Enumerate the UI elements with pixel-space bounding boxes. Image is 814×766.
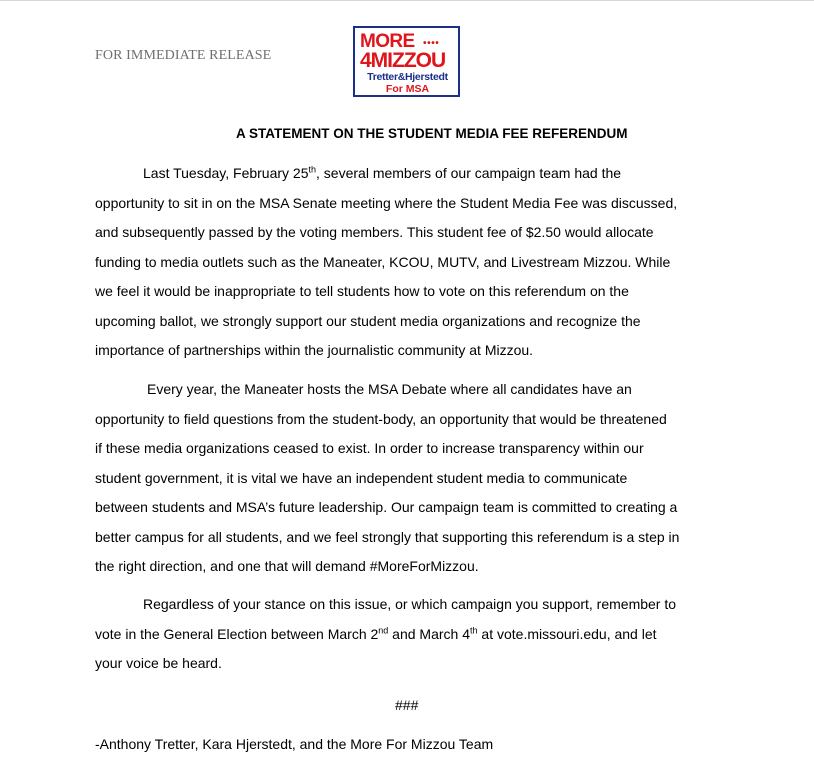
p3-l2-text-mid: and March 4 — [388, 625, 471, 642]
paragraph-1-line-7: importance of partnerships within the journalistic community at Mizzou. — [95, 342, 534, 358]
release-label: FOR IMMEDIATE RELEASE — [95, 48, 272, 63]
paragraph-1-line-4: funding to media outlets such as the Maneater, KCOU, MUTV, and Livestream Mizzou. While — [95, 253, 671, 270]
signature-line: -Anthony Tretter, Kara Hjerstedt, and the More For Mizzou Team — [95, 736, 494, 752]
p3-l2-superscript-2: th — [470, 624, 478, 635]
p1-l1-text: Last Tuesday, February 25 — [143, 165, 309, 181]
logo-candidate-names: Tretter&Hjerstedt — [367, 71, 448, 83]
paragraph-3-line-3: your voice be heard. — [95, 655, 222, 671]
p3-l2-text: vote in the General Election between March 2 — [95, 625, 379, 642]
paragraph-1-line-2: opportunity to sit in on the MSA Senate meeting where the Student Media Fee was discussed, — [95, 194, 678, 211]
paragraph-1-line-6: upcoming ballot, we strongly support our student media organizations and recognize the — [95, 312, 641, 329]
p1-l1-superscript: th — [308, 164, 317, 175]
logo-more-text: MORE — [360, 31, 415, 52]
paragraph-1-line-3: and subsequently passed by the voting members. This student fee of $2.50 would allocate — [95, 224, 654, 240]
logo-for-msa: For MSA — [385, 83, 430, 95]
p3-l2-text-end: at vote.missouri.edu, and let — [477, 625, 657, 642]
document-title: A STATEMENT ON THE STUDENT MEDIA FEE REFERENDUM — [236, 126, 628, 141]
paragraph-1-line-5: we feel it would be inappropriate to tell students how to vote on this referendum on the — [95, 283, 629, 299]
p3-l2-superscript-1: nd — [378, 624, 389, 635]
paragraph-2-line-2: opportunity to field questions from the student-body, an opportunity that would be threatened — [95, 410, 667, 427]
paragraph-2-line-5: between students and MSA’s future leadership. Our campaign team is committed to creating a — [95, 499, 678, 515]
paragraph-3-line-2 — [95, 620, 735, 650]
paragraph-3-line-1: Regardless of your stance on this issue, or which campaign you support, remember to — [143, 596, 677, 612]
logo-4mizzou-text: 4MIZZOU — [360, 49, 446, 72]
campaign-logo — [353, 26, 460, 97]
paragraph-2 — [95, 375, 735, 582]
paragraph-2-line-6: better campus for all students, and we feel strongly that supporting this referendum is a step in — [95, 528, 680, 545]
paragraph-1 — [95, 159, 735, 366]
paragraph-1-line-1 — [95, 159, 735, 189]
paragraph-2-line-4: student government, it is vital we have an independent student media to communicate — [95, 469, 628, 486]
paragraph-2-line-7: the right direction, and one that will demand #MoreForMizzou. — [95, 558, 479, 574]
page-top-edge — [0, 0, 814, 1]
logo-dots: •••• — [423, 38, 440, 49]
paragraph-2-line-3: if these media organizations ceased to exist. In order to increase transparency within our — [95, 440, 644, 456]
paragraph-3 — [95, 590, 735, 679]
end-mark: ### — [395, 697, 419, 713]
p1-l1-text-end: , several members of our campaign team had the — [316, 165, 622, 181]
paragraph-2-line-1: Every year, the Maneater hosts the MSA Debate where all candidates have an — [147, 381, 632, 397]
